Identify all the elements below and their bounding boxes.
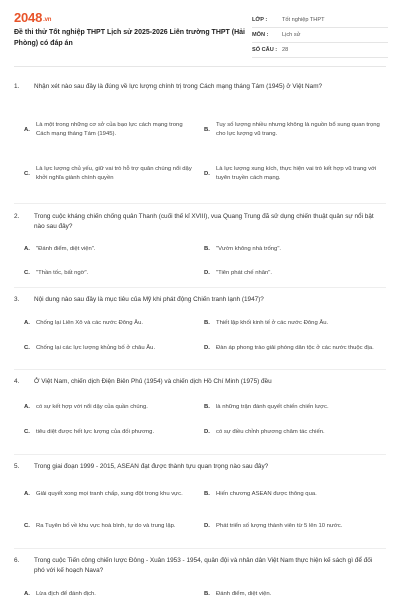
- option-text: Chống lại Liên Xô và các nước Đông Âu.: [36, 319, 144, 326]
- option-c[interactable]: [24, 516, 196, 536]
- option-letter: C.: [24, 170, 30, 177]
- option-letter: B.: [204, 319, 210, 326]
- question-1: [14, 82, 386, 92]
- option-letter: A.: [24, 245, 30, 252]
- question-text: Trong cuộc Tiến công chiến lược Đông - Xuân 1953 - 1954, quân đội và nhân dân Việt Nam thực hiện kế sách gì để đối phó với kế hoạch Nava?: [34, 557, 373, 574]
- meta-value: Tốt nghiệp THPT: [282, 17, 325, 23]
- option-d[interactable]: [204, 156, 380, 192]
- question-number: 1.: [14, 83, 20, 90]
- option-text: Giải quyết xong mọi tranh chấp, xung đột trong khu vực.: [36, 490, 183, 497]
- question-2: [14, 212, 386, 232]
- exam-header: [0, 0, 400, 64]
- option-a[interactable]: [24, 400, 196, 414]
- option-b[interactable]: [204, 112, 380, 148]
- option-text: Thiết lập khối kinh tế ở các nước Đông Âu.: [216, 319, 329, 326]
- option-d[interactable]: [204, 338, 380, 358]
- question-separator: [14, 287, 386, 288]
- option-c[interactable]: [24, 156, 196, 192]
- option-b[interactable]: [204, 243, 380, 255]
- option-a[interactable]: [24, 243, 196, 255]
- option-letter: A.: [24, 490, 30, 497]
- option-c[interactable]: [24, 267, 196, 279]
- option-text: "Vườn không nhà trống".: [216, 245, 282, 252]
- option-text: Tuy số lượng nhiều nhưng không là nguồn bổ sung quan trọng cho lực lượng vũ trang.: [216, 122, 380, 137]
- question-text: Nhận xét nào sau đây là đúng về lực lượng chính trị trong Cách mạng tháng Tám (1945) ở Việt Nam?: [34, 83, 323, 90]
- option-letter: B.: [204, 126, 210, 133]
- option-text: Chống lại các lực lượng khủng bố ở châu Âu.: [36, 344, 156, 351]
- option-text: "Tiên phát chế nhân".: [216, 269, 273, 276]
- option-text: "Thần tốc, bất ngờ".: [36, 269, 89, 276]
- meta-label: LỚP :: [252, 17, 268, 23]
- option-text: Ra Tuyên bố về khu vực hoà bình, tự do và trung lập.: [36, 522, 176, 529]
- question-number: 2.: [14, 213, 20, 220]
- option-b[interactable]: [204, 316, 380, 330]
- option-text: "Đánh điểm, diệt viện".: [36, 245, 96, 252]
- exam-title: Đề thi thử Tốt nghiệp THPT Lịch sử 2025-2026 Liên trường THPT (Hải Phòng) có đáp án: [14, 29, 245, 47]
- option-c[interactable]: [24, 338, 196, 358]
- option-letter: D.: [204, 269, 210, 276]
- question-text: Trong cuộc kháng chiến chống quân Thanh (cuối thế kỉ XVIII), vua Quang Trung đã sử dụng chiến thuật quân sự nổi bật nào sau đây?: [34, 213, 374, 230]
- option-b[interactable]: [204, 484, 380, 504]
- option-letter: C.: [24, 344, 30, 351]
- option-text: Là lực lượng chủ yếu, giữ vai trò hỗ trợ quân chúng nổi dậy khởi nghĩa giành chính quyền: [36, 166, 192, 181]
- option-letter: B.: [204, 245, 210, 252]
- meta-row-class: [252, 13, 388, 28]
- header-divider: [14, 66, 386, 67]
- question-separator: [14, 454, 386, 455]
- option-text: Đánh điểm, diệt viện.: [216, 591, 272, 597]
- meta-label: MÔN :: [252, 32, 269, 38]
- option-text: tiêu diệt được hết lực lượng của đối phương.: [36, 428, 155, 435]
- option-text: Phát triển số lượng thành viên từ 5 lên 10 nước.: [216, 522, 343, 529]
- option-c[interactable]: [24, 422, 196, 442]
- option-letter: C.: [24, 428, 30, 435]
- question-3: [14, 295, 386, 305]
- question-separator: [14, 369, 386, 370]
- option-text: có sự điều chỉnh phương châm tác chiến.: [216, 428, 325, 435]
- option-text: có sự kết hợp với nổi dậy của quần chúng.: [36, 403, 148, 410]
- option-b[interactable]: [204, 400, 380, 414]
- option-text: Lừa địch để đánh địch.: [36, 591, 96, 597]
- meta-row-count: [252, 43, 388, 58]
- question-number: 6.: [14, 557, 20, 564]
- option-letter: B.: [204, 591, 210, 597]
- exam-meta-table: [252, 13, 388, 58]
- option-a[interactable]: [24, 316, 196, 330]
- option-letter: A.: [24, 126, 30, 133]
- option-text: Là một trong những cơ sở của bạo lực cách mạng trong Cách mạng tháng Tám (1945).: [36, 122, 183, 137]
- option-d[interactable]: [204, 267, 380, 279]
- meta-row-subject: [252, 28, 388, 43]
- option-letter: C.: [24, 522, 30, 529]
- option-letter: B.: [204, 490, 210, 497]
- logo-suffix: .vn: [43, 17, 52, 23]
- question-text: Trong giai đoạn 1999 - 2015, ASEAN đạt được thành tựu quan trọng nào sau đây?: [34, 463, 269, 470]
- question-separator: [14, 548, 386, 549]
- option-d[interactable]: [204, 422, 380, 442]
- option-letter: D.: [204, 344, 210, 351]
- option-d[interactable]: [204, 516, 380, 536]
- option-letter: D.: [204, 522, 210, 529]
- question-5: [14, 462, 386, 472]
- option-text: Là lực lượng xung kích, thực hiện vai trò kết hợp vũ trang với tuyên truyền cách mạng.: [216, 166, 377, 181]
- option-letter: C.: [24, 269, 30, 276]
- question-number: 3.: [14, 296, 20, 303]
- option-letter: A.: [24, 403, 30, 410]
- option-text: Hiến chương ASEAN được thông qua.: [216, 490, 317, 497]
- meta-value: 28: [282, 47, 289, 53]
- option-letter: A.: [24, 319, 30, 326]
- option-letter: B.: [204, 403, 210, 410]
- option-a[interactable]: [24, 484, 196, 504]
- option-text: Đàn áp phong trào giải phóng dân tộc ở các nước thuộc địa.: [216, 344, 374, 351]
- option-letter: D.: [204, 170, 210, 177]
- meta-value: Lịch sử: [282, 32, 301, 38]
- meta-label: SỐ CÂU :: [252, 47, 278, 53]
- option-letter: A.: [24, 591, 30, 597]
- option-a[interactable]: [24, 589, 196, 600]
- question-6: [14, 556, 386, 576]
- site-logo[interactable]: [14, 10, 51, 25]
- question-number: 5.: [14, 463, 20, 470]
- option-letter: D.: [204, 428, 210, 435]
- question-number: 4.: [14, 378, 20, 385]
- question-4: [14, 377, 386, 387]
- question-text: Nội dung nào sau đây là mục tiêu của Mỹ khi phát động Chiến tranh lạnh (1947)?: [34, 296, 264, 303]
- option-a[interactable]: [24, 112, 196, 148]
- option-text: là những trận đánh quyết chiến chiến lược.: [216, 403, 329, 410]
- option-b[interactable]: [204, 589, 380, 600]
- question-text: Ở Việt Nam, chiến dịch Điện Biên Phủ (1954) và chiến dịch Hồ Chí Minh (1975) đều: [34, 378, 272, 385]
- question-separator: [14, 203, 386, 204]
- logo-text: 2048: [14, 10, 43, 25]
